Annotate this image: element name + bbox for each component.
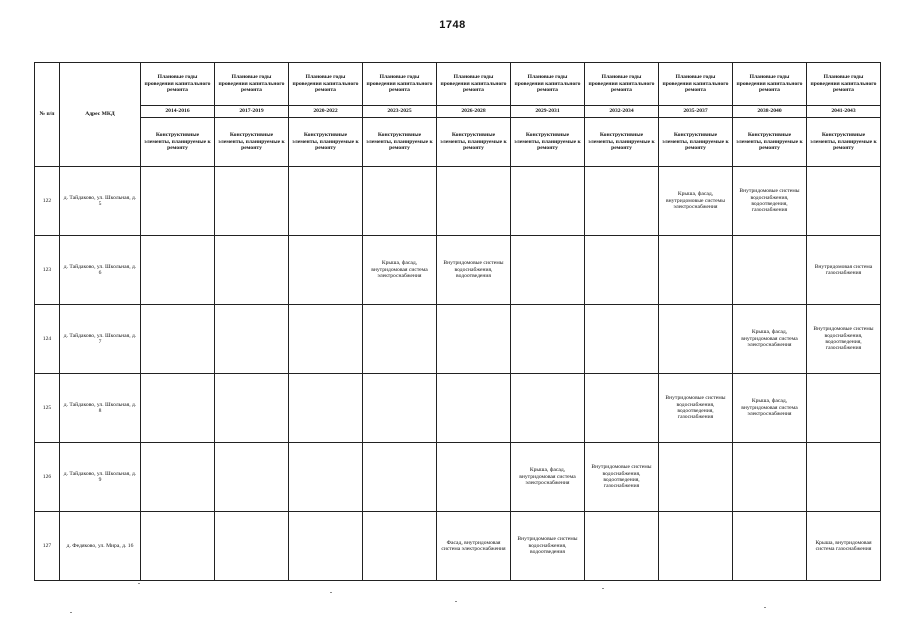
header-elements-cell: Конструктивные элементы, планируемые к ремонту	[437, 118, 511, 167]
row-cell	[215, 512, 289, 581]
row-cell	[289, 167, 363, 236]
scan-speck	[138, 583, 140, 584]
row-cell: Внутридомовые системы водоснабжения, водоотведения	[437, 236, 511, 305]
row-cell	[141, 374, 215, 443]
row-address: д. Федяково, ул. Мира, д. 16	[60, 512, 141, 581]
header-period: 2020-2022	[289, 106, 363, 118]
scan-speck	[764, 607, 766, 608]
row-cell: Внутридомовые системы водоснабжения, водоотведения, газоснабжения	[807, 305, 881, 374]
row-cell	[289, 236, 363, 305]
row-cell	[659, 305, 733, 374]
row-cell: Внутридомовые системы водоснабжения, водоотведения, газоснабжения	[659, 374, 733, 443]
row-address: д. Тайдаково, ул. Школьная, д. 9	[60, 443, 141, 512]
row-cell	[585, 305, 659, 374]
scan-speck	[602, 588, 604, 589]
row-cell	[733, 512, 807, 581]
row-cell	[511, 167, 585, 236]
row-cell	[585, 512, 659, 581]
row-cell	[659, 443, 733, 512]
row-cell	[289, 512, 363, 581]
row-cell	[141, 443, 215, 512]
header-title-cell: Плановые годы проведения капитального ремонта	[141, 63, 215, 106]
header-num: № п/п	[35, 63, 60, 167]
header-period: 2017-2019	[215, 106, 289, 118]
row-cell	[141, 236, 215, 305]
row-cell	[659, 236, 733, 305]
header-elements-cell: Конструктивные элементы, планируемые к ремонту	[807, 118, 881, 167]
row-cell	[511, 305, 585, 374]
row-cell	[215, 305, 289, 374]
header-elements-cell: Конструктивные элементы, планируемые к ремонту	[141, 118, 215, 167]
row-address: д. Тайдаково, ул. Школьная, д. 5	[60, 167, 141, 236]
row-address: д. Тайдаково, ул. Школьная, д. 6	[60, 236, 141, 305]
row-number: 124	[35, 305, 60, 374]
row-cell: Внутридомовые системы водоснабжения, водоотведения, газоснабжения	[733, 167, 807, 236]
table-row	[35, 512, 881, 581]
header-title-cell: Плановые годы проведения капитального ремонта	[363, 63, 437, 106]
header-elements-cell: Конструктивные элементы, планируемые к ремонту	[511, 118, 585, 167]
table-row	[35, 443, 881, 512]
row-cell	[141, 305, 215, 374]
row-cell	[437, 167, 511, 236]
row-cell	[215, 236, 289, 305]
header-title-cell: Плановые годы проведения капитального ремонта	[733, 63, 807, 106]
row-number: 123	[35, 236, 60, 305]
row-cell: Крыша, фасад, внутридомовая система электроснабжения	[733, 374, 807, 443]
header-title-cell: Плановые годы проведения капитального ремонта	[659, 63, 733, 106]
row-cell	[437, 443, 511, 512]
row-cell: Крыша, фасад, внутридомовые системы электроснабжения	[659, 167, 733, 236]
header-title-cell: Плановые годы проведения капитального ремонта	[585, 63, 659, 106]
row-cell	[807, 443, 881, 512]
row-cell: Крыша, фасад, внутридомовая система электроснабжения	[363, 236, 437, 305]
table-row	[35, 167, 881, 236]
row-cell	[511, 374, 585, 443]
row-address: д. Тайдаково, ул. Школьная, д. 8	[60, 374, 141, 443]
row-cell	[585, 167, 659, 236]
header-period: 2038-2040	[733, 106, 807, 118]
row-cell	[511, 236, 585, 305]
row-cell	[733, 443, 807, 512]
row-number: 126	[35, 443, 60, 512]
header-period: 2035-2037	[659, 106, 733, 118]
header-period-row	[35, 106, 881, 118]
scan-speck	[70, 612, 72, 613]
header-period: 2014-2016	[141, 106, 215, 118]
header-address: Адрес МКД	[60, 63, 141, 167]
row-cell: Внутридомовые системы водоснабжения, водоотведения	[511, 512, 585, 581]
header-title-cell: Плановые годы проведения капитального ремонта	[289, 63, 363, 106]
header-elements-cell: Конструктивные элементы, планируемые к ремонту	[363, 118, 437, 167]
scan-speck	[330, 592, 332, 593]
row-cell	[363, 305, 437, 374]
row-cell: Внутридомовая система газоснабжения	[807, 236, 881, 305]
row-cell	[363, 512, 437, 581]
row-cell	[807, 167, 881, 236]
header-period: 2029-2031	[511, 106, 585, 118]
row-number: 127	[35, 512, 60, 581]
header-title-cell: Плановые годы проведения капитального ремонта	[511, 63, 585, 106]
header-elements-cell: Конструктивные элементы, планируемые к ремонту	[733, 118, 807, 167]
row-cell	[437, 374, 511, 443]
row-cell: Крыша, фасад, внутридомовая система электроснабжения	[511, 443, 585, 512]
header-elements-cell: Конструктивные элементы, планируемые к ремонту	[215, 118, 289, 167]
row-cell: Крыша, внутридомовая система газоснабжения	[807, 512, 881, 581]
header-title-cell: Плановые годы проведения капитального ремонта	[807, 63, 881, 106]
row-cell	[733, 236, 807, 305]
row-cell	[363, 374, 437, 443]
row-cell	[141, 512, 215, 581]
row-cell	[215, 167, 289, 236]
row-number: 125	[35, 374, 60, 443]
row-address: д. Тайдаково, ул. Школьная, д. 7	[60, 305, 141, 374]
row-cell	[289, 374, 363, 443]
row-cell	[289, 305, 363, 374]
page-number: 1748	[439, 19, 466, 31]
row-cell	[437, 305, 511, 374]
row-cell	[215, 374, 289, 443]
table-row	[35, 305, 881, 374]
header-elements-cell: Конструктивные элементы, планируемые к ремонту	[585, 118, 659, 167]
table-row	[35, 236, 881, 305]
row-cell: Фасад, внутридомовая система электроснабжения	[437, 512, 511, 581]
header-title-row	[35, 63, 881, 106]
header-elements-cell: Конструктивные элементы, планируемые к ремонту	[659, 118, 733, 167]
header-elements-row	[35, 118, 881, 167]
table-row	[35, 374, 881, 443]
header-period: 2023-2025	[363, 106, 437, 118]
header-elements-cell: Конструктивные элементы, планируемые к ремонту	[289, 118, 363, 167]
row-cell	[585, 236, 659, 305]
row-number: 122	[35, 167, 60, 236]
header-period: 2041-2043	[807, 106, 881, 118]
row-cell	[363, 167, 437, 236]
row-cell	[363, 443, 437, 512]
row-cell	[659, 512, 733, 581]
row-cell	[215, 443, 289, 512]
header-period: 2032-2034	[585, 106, 659, 118]
row-cell: Крыша, фасад, внутридомовая система электроснабжения	[733, 305, 807, 374]
row-cell: Внутридомовые системы водоснабжения, водоотведения, газоснабжения	[585, 443, 659, 512]
header-title-cell: Плановые годы проведения капитального ремонта	[437, 63, 511, 106]
scan-speck	[455, 601, 457, 602]
row-cell	[289, 443, 363, 512]
header-title-cell: Плановые годы проведения капитального ремонта	[215, 63, 289, 106]
row-cell	[807, 374, 881, 443]
header-period: 2026-2028	[437, 106, 511, 118]
row-cell	[141, 167, 215, 236]
row-cell	[585, 374, 659, 443]
capital-repair-table	[34, 62, 881, 581]
